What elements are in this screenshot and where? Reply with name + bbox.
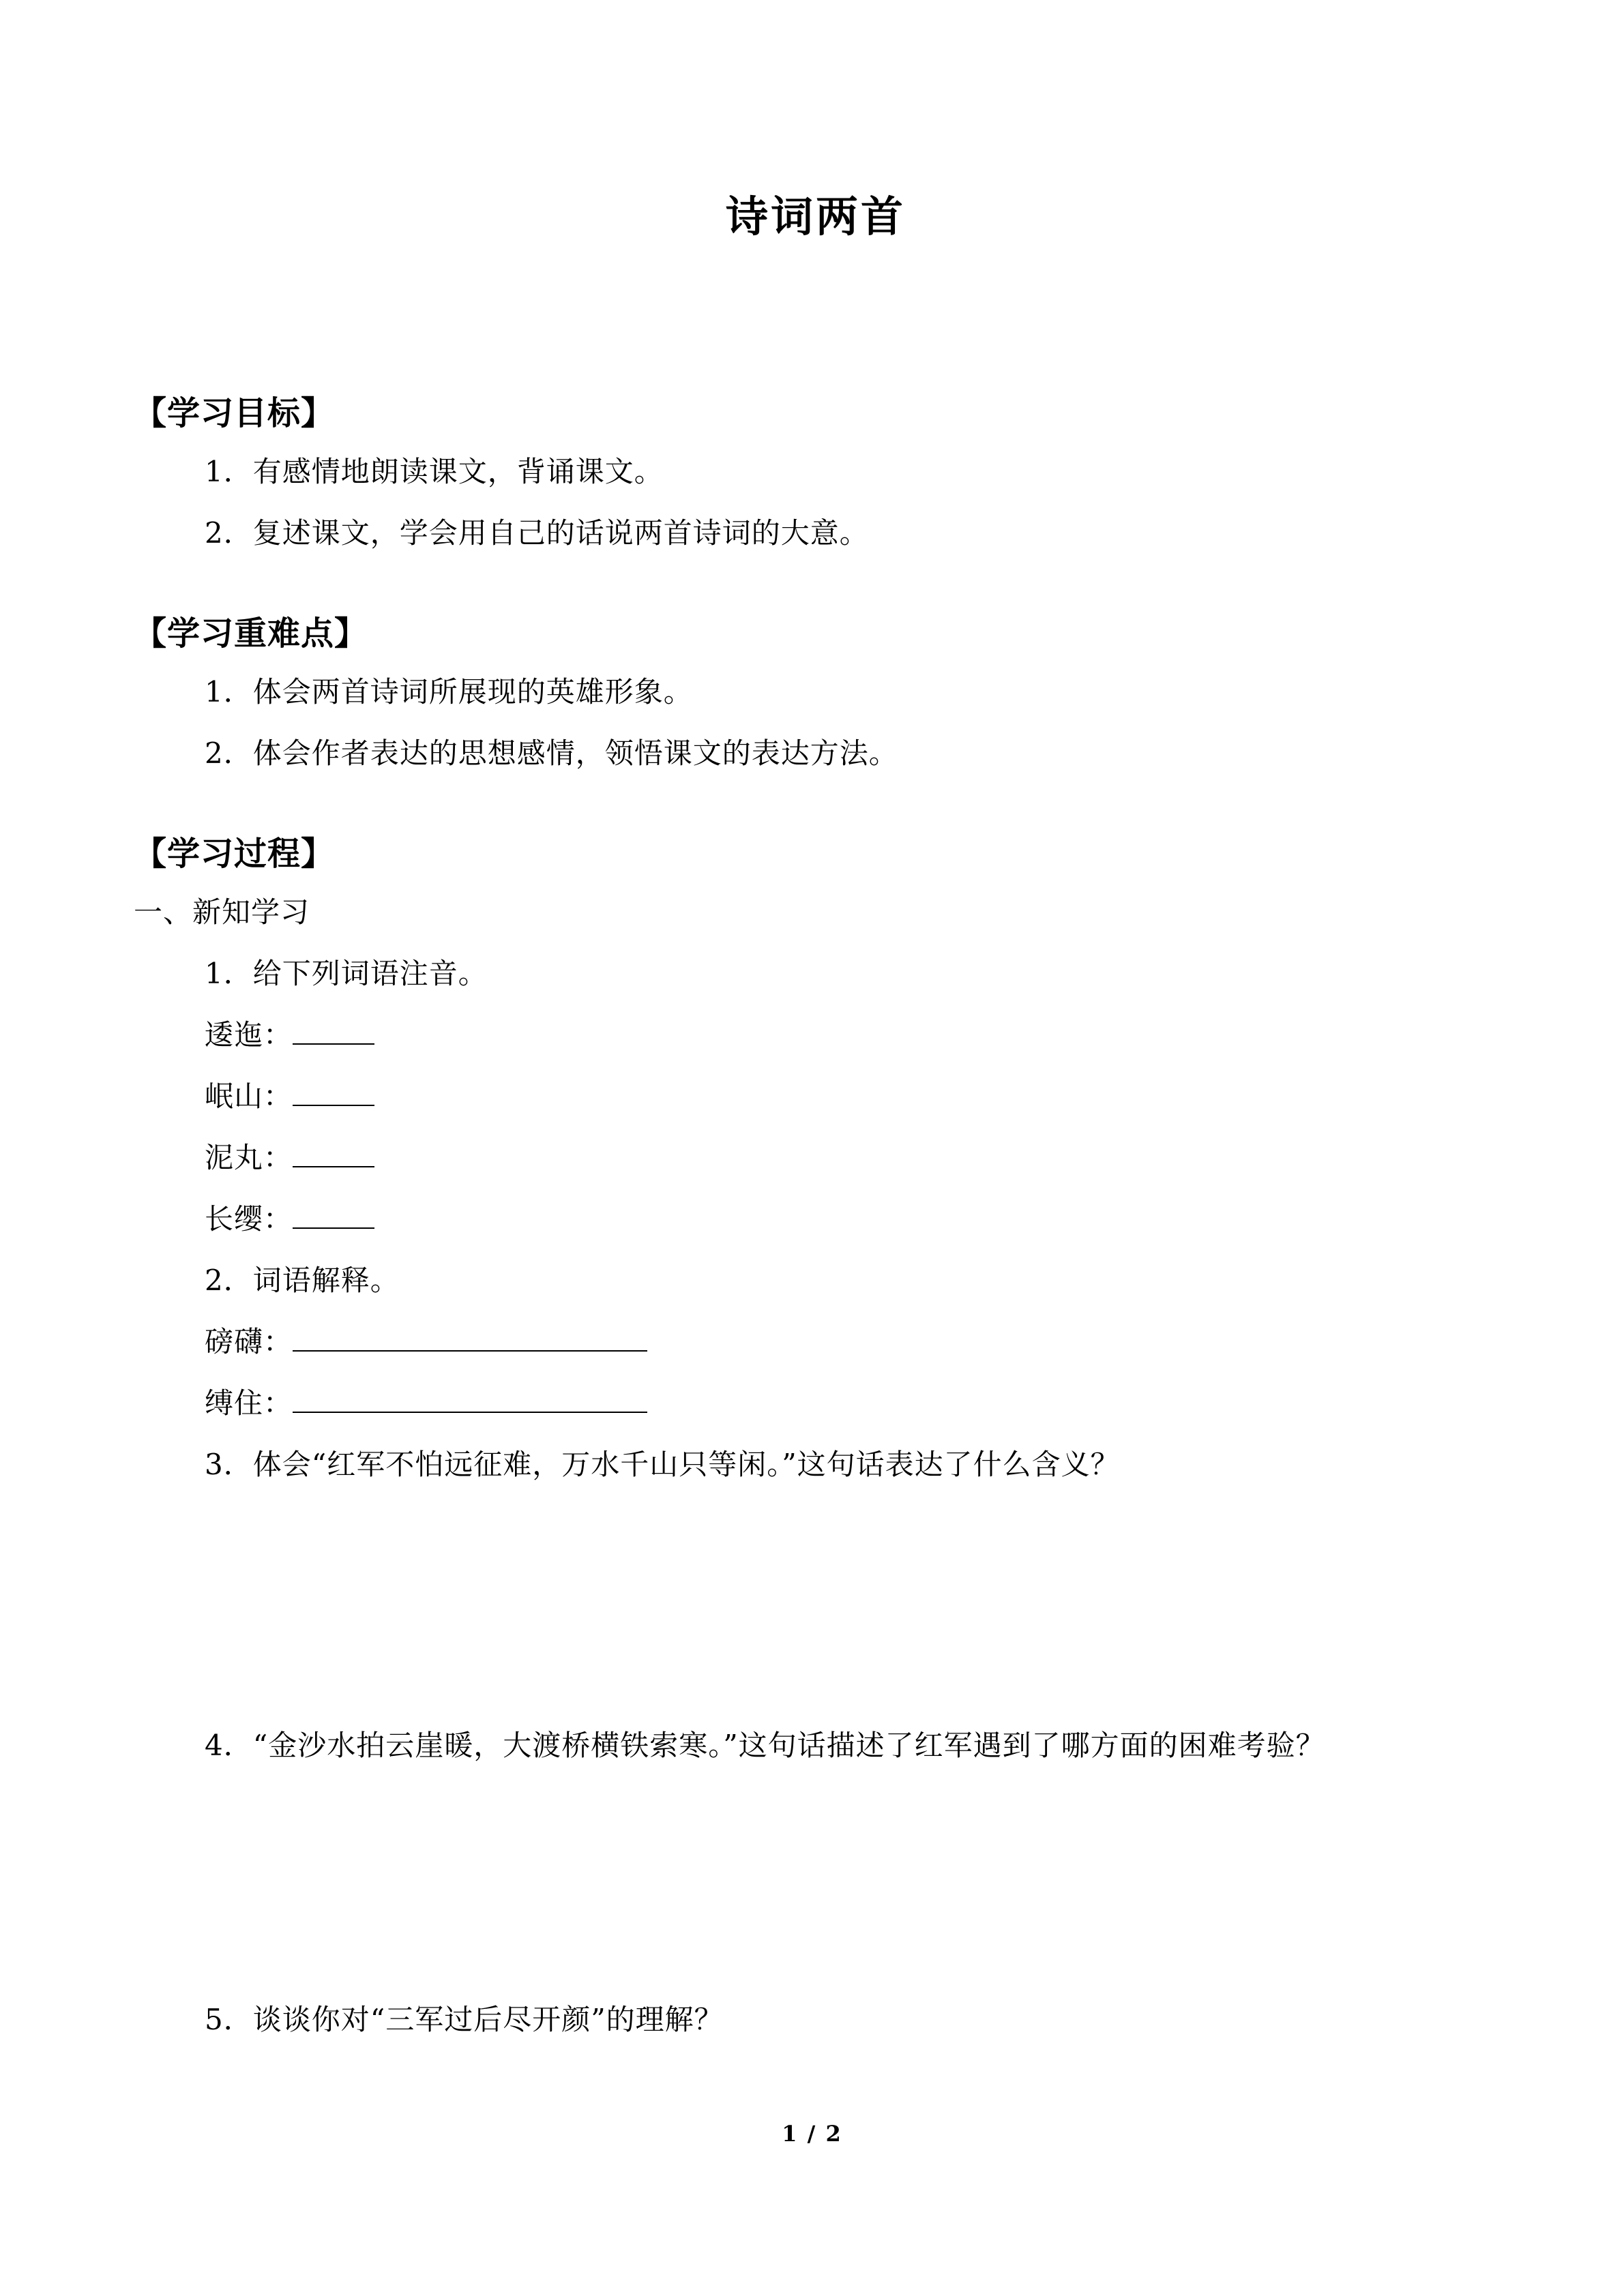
question-4: 4．“金沙水拍云崖暖，大渡桥横铁索寒。”这句话描述了红军遇到了哪方面的困难考验？ [205,1729,1325,1763]
pinyin-word-3: 泥丸： [205,1141,293,1175]
section-heading-keypoints: 【学习重难点】 [134,614,368,653]
objective-item-2: 2．复述课文，学会用自己的话说两首诗词的大意。 [205,516,869,550]
section-heading-objectives: 【学习目标】 [134,394,335,432]
page-title: 诗词两首 [725,192,906,241]
explain-blank-1[interactable] [293,1327,647,1352]
explain-row-1 [205,1319,1498,1365]
pinyin-word-4: 长缨： [205,1202,293,1236]
pinyin-row-4 [205,1196,1498,1242]
pinyin-word-2: 岷山： [205,1079,293,1114]
keypoint-item-1: 1．体会两首诗词所展现的英雄形象。 [205,675,693,709]
question-5: 5．谈谈你对“三军过后尽开颜”的理解？ [205,2003,724,2037]
pinyin-row-2 [205,1073,1498,1120]
document-content [134,0,1498,2059]
page-footer: 1 / 2 [782,2121,842,2147]
pinyin-word-1: 逶迤： [205,1018,293,1052]
explain-word-1: 磅礴： [205,1325,293,1359]
section-heading-process: 【学习过程】 [134,835,335,874]
pinyin-blank-3[interactable] [293,1143,374,1167]
question-3: 3．体会“红军不怕远征难，万水千山只等闲。”这句话表达了什么含义？ [205,1448,1120,1482]
pinyin-blank-4[interactable] [293,1204,374,1229]
question-2-label: 2．词语解释。 [205,1264,400,1298]
keypoint-item-2: 2．体会作者表达的思想感情，领悟课文的表达方法。 [205,736,898,771]
explain-word-2: 缚住： [205,1386,293,1420]
pinyin-blank-2[interactable] [293,1082,374,1106]
answer-space-3[interactable] [134,1503,1498,1708]
pinyin-blank-1[interactable] [293,1020,374,1045]
explain-row-2 [205,1380,1498,1427]
pinyin-row-3 [205,1135,1498,1181]
process-part-label: 一、新知学习 [134,895,310,929]
pinyin-row-1 [205,1012,1498,1058]
question-1-label: 1．给下列词语注音。 [205,957,488,991]
explain-blank-2[interactable] [293,1388,647,1413]
objective-item-1: 1．有感情地朗读课文，背诵课文。 [205,455,664,488]
answer-space-4[interactable] [134,1784,1498,1982]
